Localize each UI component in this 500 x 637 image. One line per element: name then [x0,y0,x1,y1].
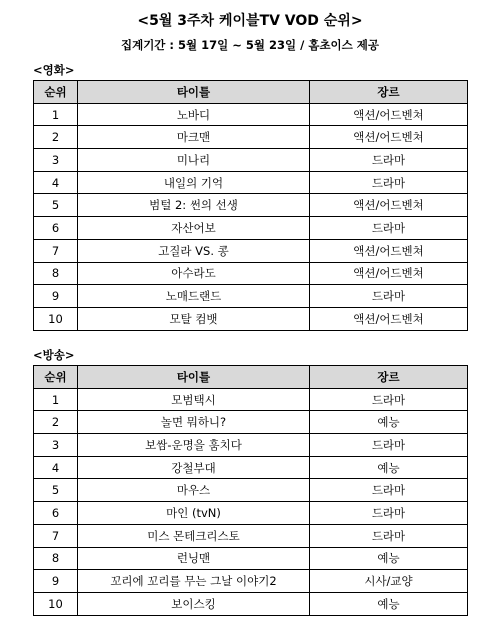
rank-cell: 6 [34,502,78,525]
table-row [34,126,468,149]
table-row [34,570,468,593]
movies-header-row [34,81,468,104]
broadcast-header-row [34,366,468,389]
rank-cell: 5 [34,479,78,502]
title-cell: 미나리 [78,149,310,172]
genre-cell: 드라마 [310,479,468,502]
genre-cell: 액션/어드벤쳐 [310,262,468,285]
genre-header: 장르 [310,366,468,389]
rank-cell: 9 [34,570,78,593]
title-cell: 모탈 컴뱃 [78,307,310,330]
title-cell: 미스 몬테크리스토 [78,524,310,547]
genre-cell: 드라마 [310,285,468,308]
table-row [34,411,468,434]
rank-cell: 10 [34,592,78,615]
genre-cell: 드라마 [310,171,468,194]
rank-cell: 2 [34,411,78,434]
rank-cell: 10 [34,307,78,330]
table-row [34,388,468,411]
title-header: 타이틀 [78,81,310,104]
table-row [34,262,468,285]
title-cell: 강철부대 [78,456,310,479]
genre-cell: 드라마 [310,524,468,547]
genre-cell: 액션/어드벤쳐 [310,126,468,149]
genre-cell: 액션/어드벤쳐 [310,194,468,217]
table-row [34,103,468,126]
title-cell: 꼬리에 꼬리를 무는 그날 이야기2 [78,570,310,593]
genre-header: 장르 [310,81,468,104]
genre-cell: 예능 [310,411,468,434]
title-cell: 놀면 뭐하니? [78,411,310,434]
rank-cell: 9 [34,285,78,308]
table-row [34,547,468,570]
table-row [34,307,468,330]
title-cell: 보이스킹 [78,592,310,615]
genre-cell: 액션/어드벤쳐 [310,307,468,330]
genre-cell: 예능 [310,456,468,479]
rank-cell: 8 [34,547,78,570]
table-row [34,524,468,547]
table-row [34,217,468,240]
rank-header: 순위 [34,366,78,389]
table-row [34,479,468,502]
genre-cell: 시사/교양 [310,570,468,593]
page-title: <5월 3주차 케이블TV VOD 순위> [137,13,363,29]
title-cell: 아수라도 [78,262,310,285]
genre-cell: 액션/어드벤쳐 [310,239,468,262]
genre-cell: 액션/어드벤쳐 [310,103,468,126]
broadcast-body [34,388,468,615]
page-subtitle: 집계기간 : 5월 17일 ~ 5월 23일 / 홈초이스 제공 [120,38,379,52]
title-cell: 마인 (tvN) [78,502,310,525]
rank-cell: 1 [34,388,78,411]
genre-cell: 드라마 [310,217,468,240]
genre-cell: 드라마 [310,502,468,525]
title-cell: 보쌈-운명을 훔치다 [78,434,310,457]
rank-cell: 2 [34,126,78,149]
rank-cell: 3 [34,434,78,457]
genre-cell: 예능 [310,592,468,615]
title-header: 타이틀 [78,366,310,389]
table-row [34,456,468,479]
rank-cell: 1 [34,103,78,126]
table-row [34,285,468,308]
table-row [34,592,468,615]
title-cell: 자산어보 [78,217,310,240]
table-row [34,171,468,194]
title-cell: 런닝맨 [78,547,310,570]
title-cell: 노매드랜드 [78,285,310,308]
broadcast-section-label: <방송> [33,348,75,362]
title-cell: 모범택시 [78,388,310,411]
rank-cell: 6 [34,217,78,240]
genre-cell: 예능 [310,547,468,570]
title-cell: 마크맨 [78,126,310,149]
table-row [34,194,468,217]
broadcast-table [33,365,468,616]
movies-section-label: <영화> [33,63,75,77]
table-row [34,434,468,457]
genre-cell: 드라마 [310,388,468,411]
genre-cell: 드라마 [310,434,468,457]
genre-cell: 드라마 [310,149,468,172]
rank-cell: 4 [34,456,78,479]
title-cell: 마우스 [78,479,310,502]
title-cell: 범털 2: 썬의 선생 [78,194,310,217]
table-row [34,239,468,262]
title-cell: 노바디 [78,103,310,126]
rank-cell: 8 [34,262,78,285]
table-row [34,149,468,172]
title-cell: 내일의 기억 [78,171,310,194]
rank-cell: 5 [34,194,78,217]
rank-cell: 3 [34,149,78,172]
rank-cell: 7 [34,524,78,547]
movies-table [33,80,468,331]
rank-cell: 4 [34,171,78,194]
movies-body [34,103,468,330]
rank-header: 순위 [34,81,78,104]
rank-cell: 7 [34,239,78,262]
table-row [34,502,468,525]
title-cell: 고질라 VS. 콩 [78,239,310,262]
